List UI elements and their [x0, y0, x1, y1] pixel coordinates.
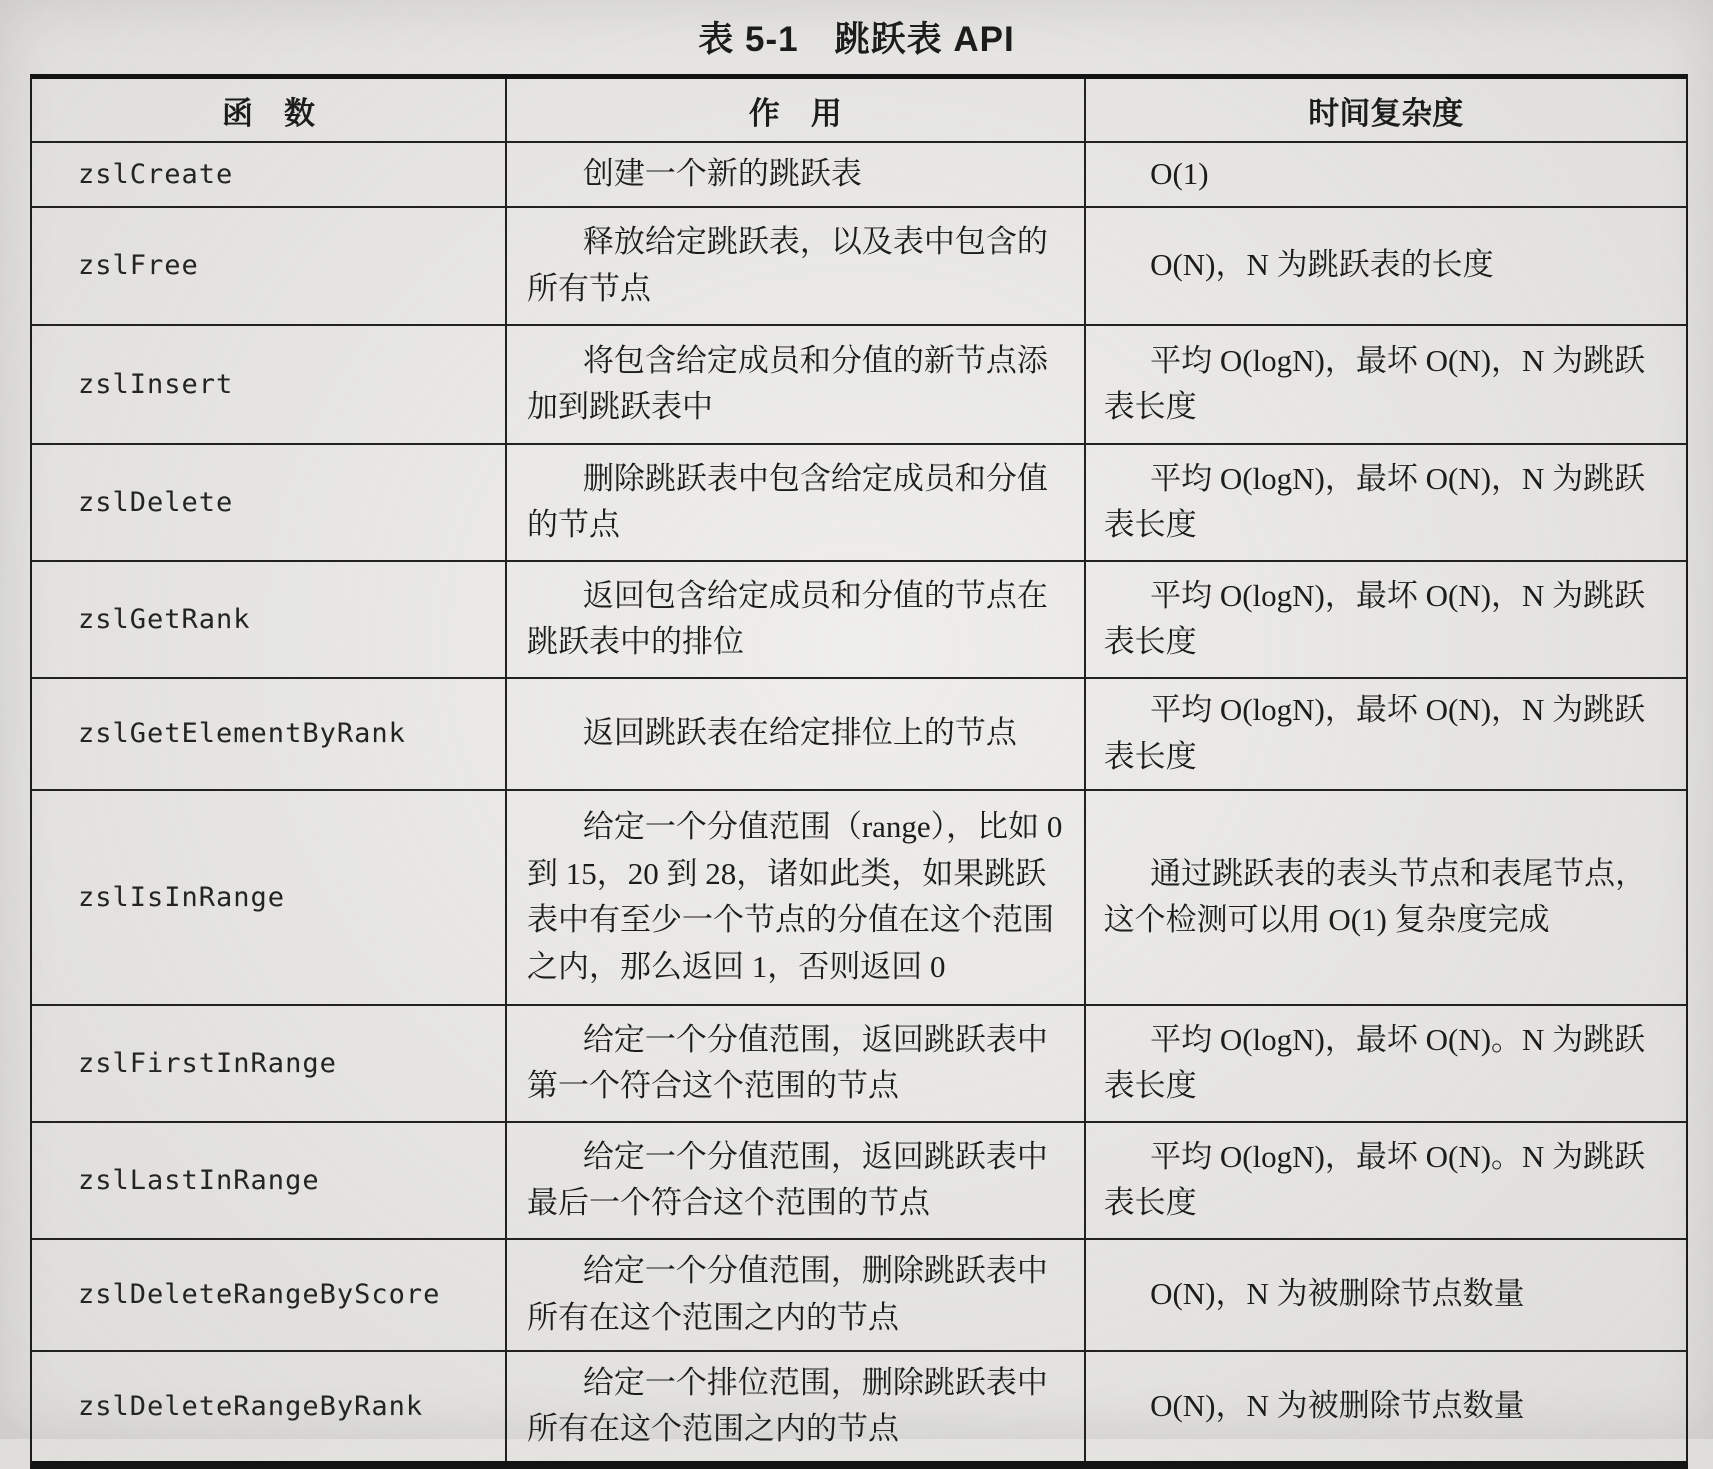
time-complexity-cell — [1086, 1123, 1686, 1238]
time-complexity-text: 平均 O(logN)，最坏 O(N)。N 为跳跃表长度 — [1103, 1021, 1646, 1103]
time-complexity-cell — [1086, 1006, 1686, 1121]
function-name-cell: zslFree — [78, 250, 199, 281]
time-complexity-cell — [1086, 445, 1686, 560]
function-name-cell: zslDeleteRangeByRank — [78, 1390, 424, 1422]
time-complexity-text: 平均 O(logN)，最坏 O(N)，N 为跳跃表长度 — [1103, 692, 1646, 774]
column-header-function: 函 数 — [222, 95, 316, 131]
time-complexity-cell — [1086, 562, 1686, 677]
time-complexity-cell — [1086, 143, 1686, 206]
function-name-cell: zslIsInRange — [78, 881, 286, 913]
time-complexity-cell — [1086, 791, 1686, 1004]
function-name-cell: zslFirstInRange — [78, 1047, 337, 1079]
purpose-cell — [505, 208, 1086, 324]
purpose-text: 给定一个分值范围，删除跳跃表中所有在这个范围之内的节点 — [527, 1253, 1048, 1335]
column-header-purpose: 作 用 — [505, 79, 1086, 141]
purpose-text: 返回跳跃表在给定排位上的节点 — [582, 715, 1017, 751]
function-name-cell: zslCreate — [78, 158, 234, 190]
table-row — [32, 677, 1686, 789]
purpose-cell — [505, 1006, 1086, 1121]
purpose-cell — [505, 791, 1086, 1004]
table-row — [32, 206, 1686, 324]
time-complexity-text: 平均 O(logN)，最坏 O(N)。N 为跳跃表长度 — [1103, 1138, 1646, 1220]
function-name-cell: zslDelete — [78, 486, 234, 518]
table-row — [32, 1350, 1686, 1461]
function-name-cell: zslLastInRange — [78, 1164, 320, 1196]
purpose-cell — [505, 679, 1086, 789]
purpose-cell — [505, 326, 1086, 443]
purpose-text: 将包含给定成员和分值的新节点添加到跳跃表中 — [527, 342, 1048, 424]
function-name-cell: zslGetRank — [78, 603, 251, 635]
table-row — [32, 1004, 1686, 1121]
table-caption: 表 5-1 跳跃表 API — [698, 20, 1015, 59]
purpose-cell — [505, 1352, 1086, 1461]
time-complexity-cell — [1086, 326, 1686, 443]
time-complexity-text: 平均 O(logN)，最坏 O(N)，N 为跳跃表长度 — [1103, 342, 1646, 424]
table-row — [32, 1121, 1686, 1238]
time-complexity-cell — [1086, 1240, 1686, 1350]
time-complexity-cell — [1086, 679, 1686, 789]
function-name-cell: zslInsert — [78, 368, 234, 400]
time-complexity-text: 平均 O(logN)，最坏 O(N)，N 为跳跃表长度 — [1103, 460, 1646, 542]
time-complexity-text: O(N)，N 为被删除节点数量 — [1150, 1387, 1525, 1423]
table-row — [32, 1238, 1686, 1350]
time-complexity-cell — [1086, 1352, 1686, 1461]
purpose-text: 创建一个新的跳跃表 — [582, 156, 862, 191]
purpose-text: 释放给定跳跃表，以及表中包含的所有节点 — [527, 224, 1048, 306]
purpose-text: 给定一个排位范围，删除跳跃表中所有在这个范围之内的节点 — [527, 1364, 1048, 1446]
function-name-cell: zslDeleteRangeByScore — [78, 1279, 441, 1310]
purpose-text: 删除跳跃表中包含给定成员和分值的节点 — [527, 460, 1048, 542]
table-row — [32, 324, 1686, 443]
purpose-cell — [505, 562, 1086, 677]
time-complexity-text: O(N)，N 为跳跃表的长度 — [1150, 247, 1494, 283]
column-header-time-complexity: 时间复杂度 — [1308, 95, 1464, 131]
table-row — [32, 560, 1686, 677]
skiplist-api-table — [30, 74, 1688, 1469]
table-row — [32, 443, 1686, 560]
table-body — [32, 141, 1686, 1461]
table-row — [32, 141, 1686, 206]
time-complexity-text: O(1) — [1150, 156, 1209, 191]
time-complexity-text: O(N)，N 为被删除节点数量 — [1150, 1276, 1525, 1312]
time-complexity-text: 通过跳跃表的表头节点和表尾节点，这个检测可以用 O(1) 复杂度完成 — [1103, 855, 1647, 937]
time-complexity-cell — [1086, 208, 1686, 324]
purpose-text: 给定一个分值范围（range），比如 0 到 15，20 到 28，诸如此类，如果跳跃表中有至少一个节点的分值在这个范围之内，那么返回 1，否则返回 0 — [527, 809, 1063, 984]
purpose-cell — [505, 445, 1086, 560]
purpose-cell — [505, 1123, 1086, 1238]
purpose-text: 给定一个分值范围，返回跳跃表中最后一个符合这个范围的节点 — [527, 1138, 1048, 1220]
purpose-text: 给定一个分值范围，返回跳跃表中第一个符合这个范围的节点 — [527, 1021, 1048, 1103]
purpose-text: 返回包含给定成员和分值的节点在跳跃表中的排位 — [527, 577, 1048, 659]
table-header-row — [32, 79, 1686, 141]
time-complexity-text: 平均 O(logN)，最坏 O(N)，N 为跳跃表长度 — [1103, 577, 1646, 659]
purpose-cell — [505, 1240, 1086, 1350]
table-row — [32, 789, 1686, 1004]
purpose-cell — [505, 143, 1086, 206]
function-name-cell: zslGetElementByRank — [78, 718, 406, 749]
